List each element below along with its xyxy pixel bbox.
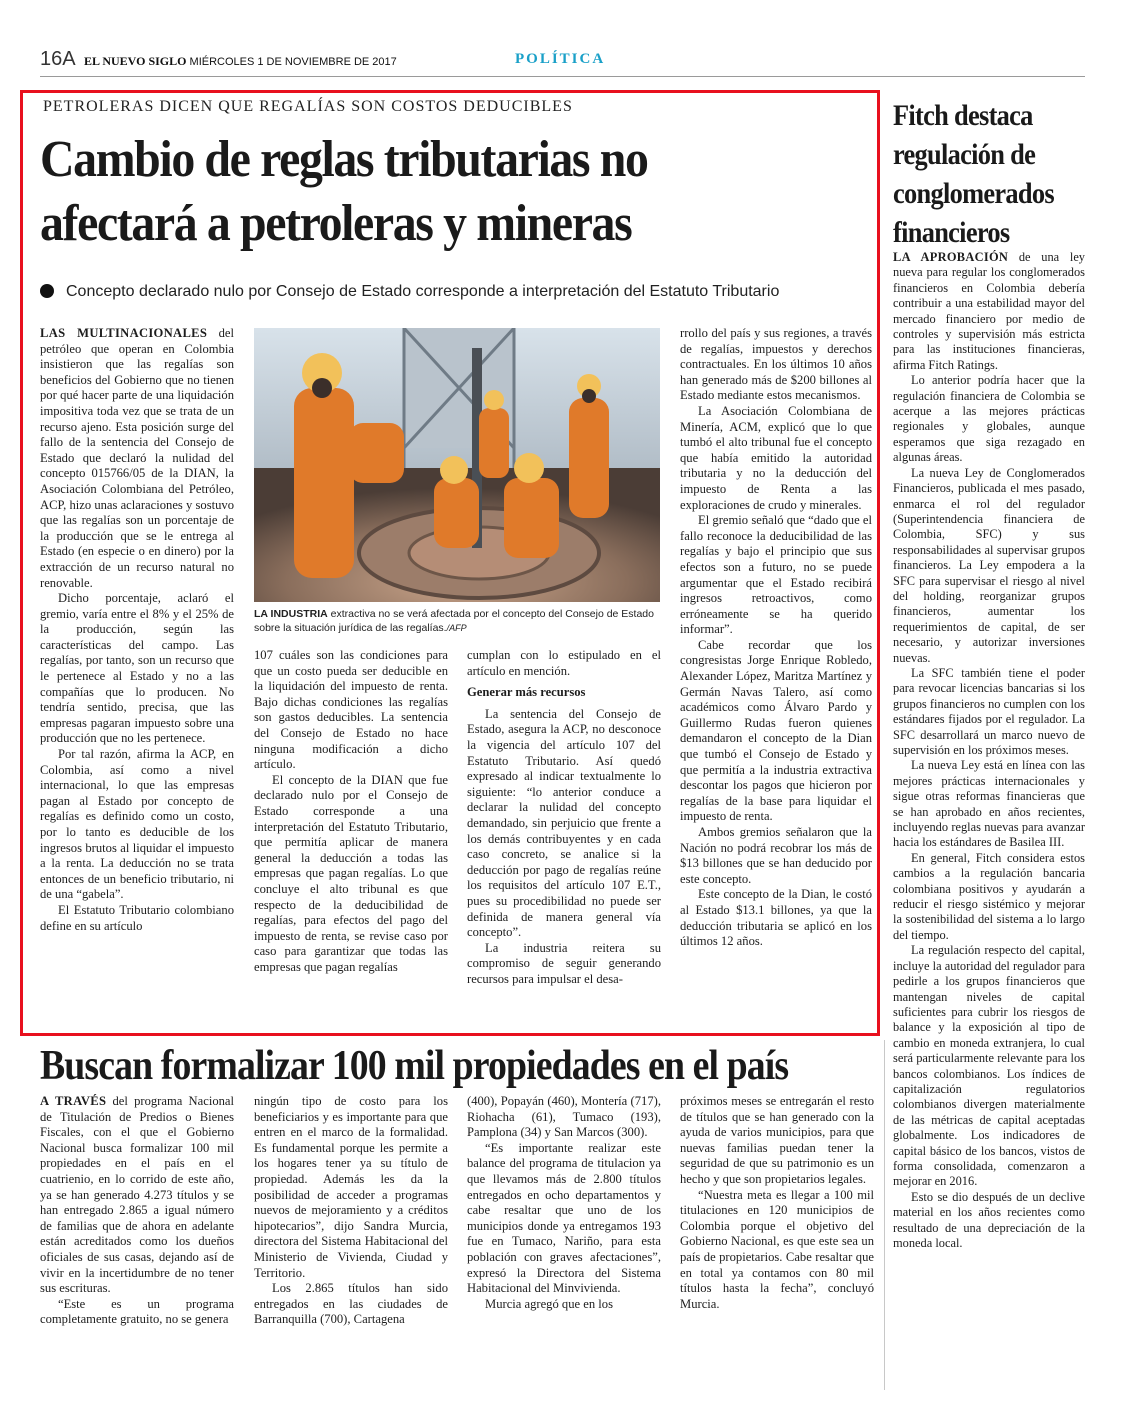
paragraph-text: cumplan con lo estipulado en el artículo en mención. <box>467 648 661 678</box>
side-story-headline: Fitch destaca regulación de conglomerados financieros <box>893 99 1054 249</box>
paragraph-text: ningún tipo de costo para los beneficiarios y es importante para que entren en el marco de la formalidad. Es fundamental porque les permite a los hogares tener ya su título de propiedad. Además les da la posibilidad de acceder a programas nuevos de mejoramiento y a créditos hipotecarios”, dijo Sandra Murcia, directora del Sistema Habitacional del Ministerio de Vivienda, Ciudad y Territorio. <box>254 1094 448 1280</box>
paragraph-text: En general, Fitch considera estos cambios a la regulación bancaria colombiana positivos y ayudarán a reducir el riesgo sistémico y mejorar la sostenibilidad del sistema a lo largo del tiempo. <box>893 850 1085 942</box>
caption-credit: /AFP <box>446 623 467 633</box>
main-story-column-4 <box>680 326 872 950</box>
paragraph <box>680 825 872 887</box>
paragraph <box>893 758 1085 850</box>
paragraph <box>467 707 661 941</box>
paragraph-text: Ambos gremios señalaron que la Nación no podrá recobrar los más de $13 billones que se han deducido por este concepto. <box>680 825 872 886</box>
main-story-column-3 <box>467 648 661 987</box>
section-label: POLÍTICA <box>515 51 606 67</box>
paragraph-text: La nueva Ley está en línea con las mejores prácticas internacionales y sigue otras reformas financieras que se han aprobado en años recientes, incluyendo reglas nuevas para avanzar hacia los estándares de Basilea III. <box>893 758 1085 850</box>
paragraph-text: La SFC también tiene el poder para revocar licencias bancarias si los grupos financieros no cumplen con los estándares fijados por el regulador. La SFC desarrollará un marco nuevo de supervisión en los próximos meses. <box>893 665 1085 757</box>
paragraph-text: “Este es un programa completamente gratuito, no se genera <box>40 1296 234 1327</box>
paragraph <box>680 404 872 513</box>
issue-date: MIÉRCOLES 1 DE NOVIEMBRE DE 2017 <box>189 56 397 68</box>
paragraph-text: La nueva Ley de Conglomerados Financieros, publicada el mes pasado, enmarca el rol del regulador (Superintendencia financiera de Colombia, SFC) y sus responsabilidades al supervisar grupos financieros. La Ley empodera a la SFC para supervisar el riesgo al nivel del holding, reorganizar grupos financieros, aumentar los requerimientos de capital, de ser necesario, y autorizar inversiones nuevas. <box>893 465 1085 665</box>
paragraph <box>254 1281 448 1328</box>
paragraph <box>893 250 1085 373</box>
paragraph <box>680 887 872 949</box>
main-story-column-1 <box>40 326 234 934</box>
paragraph <box>254 773 448 976</box>
page-number: 16A <box>40 48 76 70</box>
main-story-headline: Cambio de reglas tributarias no afectará a petroleras y mineras <box>40 131 648 252</box>
paragraph <box>254 648 448 773</box>
second-story-column-4 <box>680 1094 874 1312</box>
drilling-rig-illustration <box>254 328 660 602</box>
paragraph-text: Por tal razón, afirma la ACP, en Colombia, así como a nivel internacional, lo que las empresas pagan al Estado por concepto de regalías es definido como un costo, por lo tanto es deducible de los ingresos brutos al liquidar el impuesto a la renta. La deducción no se trata entonces de un beneficio tributario, ni de una “gabela”. <box>40 747 234 902</box>
paragraph-text: “Nuestra meta es llegar a 100 mil titulaciones en 120 municipios de Colombia porque el objetivo del Gobierno Nacional, es que este sea un país de propietarios. Cabe resaltar que en total ya contamos con 80 mil títulos hasta la fecha”, concluyó Murcia. <box>680 1187 874 1311</box>
paragraph-text: (400), Popayán (460), Montería (717), Riohacha (61), Tumaco (193), Pamplona (34) y San Marcos (300). <box>467 1094 661 1140</box>
lead-in: LA APROBACIÓN <box>893 250 1009 264</box>
paragraph-text: Esto se dio después de un declive material en los años recientes como resultado de una depreciación de la moneda local. <box>893 1189 1085 1250</box>
paragraph <box>893 466 1085 666</box>
paragraph <box>893 1190 1085 1252</box>
paragraph-text: Este concepto de la Dian, le costó al Estado $13.1 billones, ya que la deducción tributaria se aplicó en los últimos 12 años. <box>680 887 872 949</box>
paragraph <box>40 1297 234 1328</box>
paragraph <box>680 513 872 638</box>
paragraph <box>893 851 1085 943</box>
paragraph <box>467 941 661 988</box>
masthead-line <box>84 54 397 69</box>
paragraph-text: La Asociación Colombiana de Minería, ACM, explicó que lo que tumbó el alto tribunal fue el concepto que había emitido la autoridad tributaria y no la deducción del impuesto de Renta a las exploraciones de crudo y minerales. <box>680 403 872 512</box>
lead-in: A TRAVÉS <box>40 1094 107 1108</box>
paragraph-text: 107 cuáles son las condiciones para que un costo pueda ser deducible en la liquidación del impuesto de renta. Bajo dichas condiciones las regalías son gastos deducibles. La sentencia del Consejo de Estado no hace ninguna modificación a dicho artículo. <box>254 648 448 772</box>
column-divider <box>884 1040 885 1390</box>
paragraph <box>680 638 872 825</box>
caption-text: extractiva no se verá afectada por el concepto del Consejo de Estado sobre la situación jurídica de las regalías. <box>254 608 654 634</box>
paragraph-text: La sentencia del Consejo de Estado, asegura la ACP, no desconoce la vigencia del artículo 107 del Estatuto Tributario. Así quedó expresado al indicar textualmente lo siguiente: “lo anterior conduce a declarar la nulidad del concepto demandado, sin perjuicio que frente a los demás contribuyentes y en cada caso concreto, se analice si la deducción por pago de regalías reúne los requisitos del artículo 107 E.T., pues su procedibilidad no puede ser definida de manera general vía concepto”. <box>467 706 661 940</box>
paragraph <box>467 1094 661 1141</box>
paper-name: EL NUEVO SIGLO <box>84 54 187 68</box>
paragraph <box>893 943 1085 1190</box>
paragraph-text: del programa Nacional de Titulación de Predios o Bienes Fiscales, con el que el Gobierno Nacional busca formalizar 100 mil propiedades en el país en el cuatrienio, en lo corrido de este año, ya se han generado 4.273 títulos y se han entregado 2.865 a igual número de familias que de ahora en adelante están acreditados como los dueños oficiales de sus casas, dejando así de vivir en la incertidumbre de no tener sus escrituras. <box>40 1094 235 1296</box>
paragraph-text: El gremio señaló que “dado que el fallo reconoce la deducibilidad de las regalías y bajo el principio que sus efectos son a futuro, no se puede argumentar que el Estado recibirá ingresos retroactivos, como erróneamente se ha querido informar”. <box>680 513 872 637</box>
deck-text: Concepto declarado nulo por Consejo de Estado corresponde a interpretación del Estatuto Tributario <box>66 283 780 300</box>
paragraph <box>467 1297 661 1313</box>
paragraph-text: Cabe recordar que los congresistas Jorge Enrique Robledo, Alexander López, Maritza Martínez y Germán Navas Talero, así como académicos como Álvaro Pardo y Guillermo Rudas fueron quienes demandaron el concepto de la Dian que tumbó el Consejo de Estado y que permitía a la industria extractiva descontar los pagos que hicieron por regalías de la base para liquidar el impuesto de renta. <box>680 637 872 824</box>
second-story-column-2 <box>254 1094 448 1328</box>
paragraph <box>254 1094 448 1281</box>
second-story-column-1 <box>40 1094 234 1328</box>
paragraph <box>467 648 661 679</box>
subheading: Generar más recursos <box>467 685 586 700</box>
oil-workers-photo <box>254 328 660 602</box>
page-header <box>40 48 1085 77</box>
paragraph-text: de una ley nueva para regular los conglomerados financieros en Colombia debería contribuir a una estabilidad mayor del mercado financiero por medio de controles y supervisión más estricta para las instituciones financieras, afirma Fitch Ratings. <box>893 250 1086 372</box>
paragraph <box>680 326 872 404</box>
main-story-column-2 <box>254 648 448 975</box>
paragraph <box>893 666 1085 758</box>
paragraph-text: El concepto de la DIAN que fue declarado nulo por el Consejo de Estado corresponde a una interpretación del Estatuto Tributario, que permitía aplicar de manera general la deducción a todas las empresas que pagan regalías. Lo que concluye el alto tribunal es que respecto de la deducibilidad de regalías, para efectos del pago del impuesto de renta, se revise caso por caso para garantizar que todas las empresas que pagan regalías <box>254 772 448 974</box>
paragraph-text: La regulación respecto del capital, incluye la autoridad del regulador para pedirle a los grupos financieros que mantengan niveles de capital suficientes para cubrir los riesgos de balance y la exposición al tipo de cambio en moneda extranjera, lo cual será particularmente relevante para los bancos colombianos. Los índices de capitalización regulatorios colombianos divergen materialmente de las métricas de capital aceptadas globalmente. Los indicadores de capital básico de los bancos, vistos de forma consolidada, comenzaron a mejorar en 2016. <box>893 943 1085 1189</box>
paragraph-text: La industria reitera su compromiso de seguir generando recursos para impulsar el desa- <box>467 940 661 986</box>
paragraph <box>40 591 234 747</box>
main-story-deck <box>40 283 880 301</box>
paragraph-text: Dicho porcentaje, aclaró el gremio, varía entre el 8% y el 25% de la producción, según las características del campo. Las regalías, por tanto, son un recurso que le pertenece al Estado y no a las compañías que lo producen. No tendría sentido, precisa, que las empresas pagaran impuesto sobre una producción que no les pertenece. <box>40 591 234 746</box>
paragraph <box>40 903 234 934</box>
paragraph <box>680 1094 874 1188</box>
main-story-kicker: PETROLERAS DICEN QUE REGALÍAS SON COSTOS DEDUCIBLES <box>43 98 573 115</box>
paragraph <box>467 1141 661 1297</box>
second-story-column-3 <box>467 1094 661 1312</box>
paragraph <box>893 373 1085 465</box>
paragraph <box>40 747 234 903</box>
caption-lead: LA INDUSTRIA <box>254 608 328 620</box>
photo-caption <box>254 607 664 635</box>
paragraph-text: El Estatuto Tributario colombiano define en su artículo <box>40 902 234 933</box>
second-story-headline: Buscan formalizar 100 mil propiedades en el país <box>40 1043 789 1089</box>
paragraph <box>40 1094 234 1297</box>
paragraph-text: Los 2.865 títulos han sido entregados en las ciudades de Barranquilla (700), Cartagena <box>254 1281 448 1327</box>
paragraph-text: del petróleo que operan en Colombia insistieron que las regalías son beneficios del Gobierno que no tienen por qué hacer parte de una liquidación impositiva toda vez que se trata de un recurso ajeno. Esta posición surge del fallo de la sentencia del Consejo de Estado que declaró la nulidad del concepto 015766/05 de la DIAN, la Asociación Colombiana del Petróleo, ACP, hizo unas aclaraciones y sostuvo que las regalías son un porcentaje de la producción que se le entrega al Estado (en especie o en dinero) por la extracción de un recurso natural no renovable. <box>40 326 234 590</box>
paragraph-text: “Es importante realizar este balance del programa de titulacion ya que llevamos más de 2.800 títulos entregados en ocho departamentos y cabe resaltar que uno de los municipios donde ya entregamos 193 fue en Tumaco, Nariño, para esta población con graves afectaciones”, expresó la Directora del Sistema Habitacional del Minvivienda. <box>467 1140 661 1296</box>
lead-in: LAS MULTINACIONALES <box>40 326 208 340</box>
bullet-icon <box>40 284 54 298</box>
paragraph-text: Murcia agregó que en los <box>485 1296 613 1311</box>
paragraph <box>680 1188 874 1313</box>
paragraph-text: próximos meses se entregarán el resto de títulos que se han generado con la ayuda de varios municipios, para que nuevas familias puedan tener la seguridad de que su patrimonio es un hecho y que son propietarios legales. <box>680 1094 874 1186</box>
paragraph-text: Lo anterior podría hacer que la regulación financiera de Colombia se acerque a las mejores prácticas regionales y globales, aunque esperamos que siga rezagado en algunas áreas. <box>893 373 1085 465</box>
paragraph <box>40 326 234 591</box>
paragraph-text: rrollo del país y sus regiones, a través de regalías, impuestos y derechos contractuales. En los últimos 10 años han generado más de $200 billones al Estado mediante estos mecanismos. <box>680 326 872 403</box>
side-story-body <box>893 250 1085 1251</box>
